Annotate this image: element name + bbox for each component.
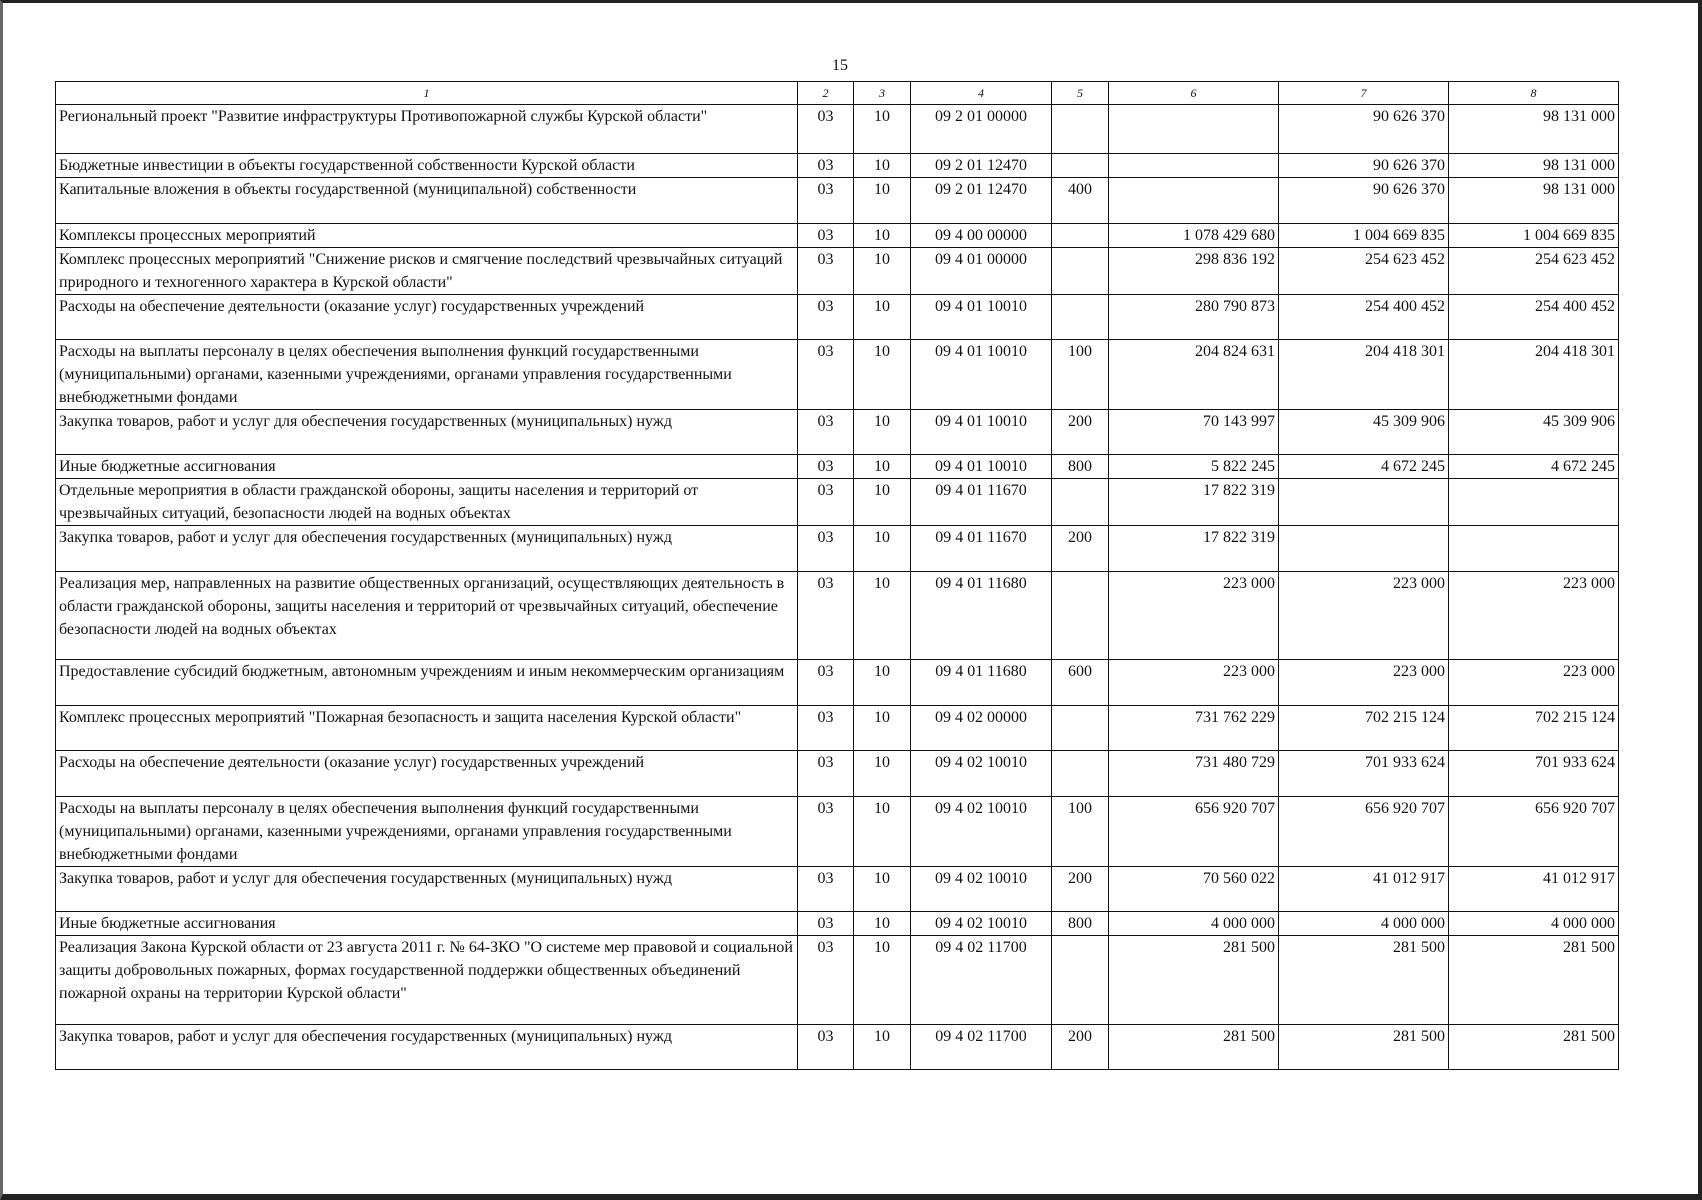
section-code: 03 [798, 572, 854, 660]
target-article-code: 09 4 02 00000 [911, 706, 1052, 751]
amount-col-8: 41 012 917 [1449, 867, 1619, 912]
expense-type-code [1052, 295, 1109, 340]
amount-col-6: 223 000 [1109, 572, 1279, 660]
target-article-code: 09 4 02 10010 [911, 751, 1052, 797]
expense-type-code: 600 [1052, 660, 1109, 706]
column-header: 5 [1052, 82, 1109, 105]
table-row [56, 154, 1619, 178]
table-row [56, 295, 1619, 340]
section-code: 03 [798, 248, 854, 295]
expense-type-code: 200 [1052, 867, 1109, 912]
amount-col-8: 702 215 124 [1449, 706, 1619, 751]
amount-col-8: 98 131 000 [1449, 154, 1619, 178]
amount-col-6: 656 920 707 [1109, 797, 1279, 867]
section-code: 03 [798, 479, 854, 526]
amount-col-8: 254 400 452 [1449, 295, 1619, 340]
table-row [56, 526, 1619, 572]
amount-col-7: 701 933 624 [1279, 751, 1449, 797]
section-code: 03 [798, 867, 854, 912]
expense-type-code [1052, 706, 1109, 751]
subsection-code: 10 [854, 706, 911, 751]
section-code: 03 [798, 936, 854, 1025]
table-row [56, 572, 1619, 660]
subsection-code: 10 [854, 660, 911, 706]
section-code: 03 [798, 526, 854, 572]
table-row [56, 660, 1619, 706]
expense-type-code [1052, 224, 1109, 248]
subsection-code: 10 [854, 526, 911, 572]
expense-type-code: 800 [1052, 455, 1109, 479]
section-code: 03 [798, 295, 854, 340]
target-article-code: 09 4 02 10010 [911, 867, 1052, 912]
subsection-code: 10 [854, 178, 911, 224]
subsection-code: 10 [854, 912, 911, 936]
table-row [56, 912, 1619, 936]
amount-col-6: 4 000 000 [1109, 912, 1279, 936]
amount-col-6: 281 500 [1109, 936, 1279, 1025]
subsection-code: 10 [854, 479, 911, 526]
expense-type-code [1052, 105, 1109, 154]
subsection-code: 10 [854, 751, 911, 797]
expense-type-code: 200 [1052, 1025, 1109, 1070]
amount-col-6: 281 500 [1109, 1025, 1279, 1070]
amount-col-7: 41 012 917 [1279, 867, 1449, 912]
amount-col-8 [1449, 526, 1619, 572]
table-row [56, 706, 1619, 751]
amount-col-7: 1 004 669 835 [1279, 224, 1449, 248]
expense-type-code [1052, 479, 1109, 526]
target-article-code: 09 4 01 11680 [911, 572, 1052, 660]
target-article-code: 09 2 01 00000 [911, 105, 1052, 154]
target-article-code: 09 2 01 12470 [911, 178, 1052, 224]
amount-col-6 [1109, 154, 1279, 178]
table-row [56, 340, 1619, 410]
target-article-code: 09 4 02 10010 [911, 912, 1052, 936]
section-code: 03 [798, 410, 854, 455]
column-number-header [56, 82, 1619, 105]
amount-col-7: 281 500 [1279, 1025, 1449, 1070]
amount-col-7: 4 672 245 [1279, 455, 1449, 479]
amount-col-6: 70 560 022 [1109, 867, 1279, 912]
section-code: 03 [798, 224, 854, 248]
table-row [56, 797, 1619, 867]
row-name: Реализация Закона Курской области от 23 августа 2011 г. № 64-ЗКО "О системе мер правовой и социальной защиты добровольных пожарных, формах государственной поддержки общественных объединений пожарной охраны на территории Курской области" [56, 936, 798, 1025]
row-name: Расходы на обеспечение деятельности (оказание услуг) государственных учреждений [56, 751, 798, 797]
subsection-code: 10 [854, 248, 911, 295]
column-header: 1 [56, 82, 798, 105]
table-row [56, 751, 1619, 797]
amount-col-6: 1 078 429 680 [1109, 224, 1279, 248]
amount-col-7: 90 626 370 [1279, 105, 1449, 154]
expense-type-code: 400 [1052, 178, 1109, 224]
subsection-code: 10 [854, 105, 911, 154]
target-article-code: 09 4 02 11700 [911, 936, 1052, 1025]
target-article-code: 09 4 01 11680 [911, 660, 1052, 706]
row-name: Иные бюджетные ассигнования [56, 455, 798, 479]
amount-col-6: 731 762 229 [1109, 706, 1279, 751]
column-header: 4 [911, 82, 1052, 105]
row-name: Отдельные мероприятия в области гражданской обороны, защиты населения и территорий от чрезвычайных ситуаций, безопасности людей на водных объектах [56, 479, 798, 526]
row-name: Капитальные вложения в объекты государственной (муниципальной) собственности [56, 178, 798, 224]
amount-col-7: 656 920 707 [1279, 797, 1449, 867]
subsection-code: 10 [854, 455, 911, 479]
subsection-code: 10 [854, 797, 911, 867]
amount-col-6: 70 143 997 [1109, 410, 1279, 455]
row-name: Закупка товаров, работ и услуг для обеспечения государственных (муниципальных) нужд [56, 867, 798, 912]
table-row [56, 248, 1619, 295]
row-name: Иные бюджетные ассигнования [56, 912, 798, 936]
amount-col-7: 204 418 301 [1279, 340, 1449, 410]
target-article-code: 09 2 01 12470 [911, 154, 1052, 178]
expense-type-code [1052, 751, 1109, 797]
amount-col-6: 731 480 729 [1109, 751, 1279, 797]
expense-type-code [1052, 936, 1109, 1025]
section-code: 03 [798, 912, 854, 936]
row-name: Комплекс процессных мероприятий "Снижение рисков и смягчение последствий чрезвычайных ситуаций природного и техногенного характера в Курской области" [56, 248, 798, 295]
expense-type-code: 100 [1052, 797, 1109, 867]
table-row [56, 410, 1619, 455]
column-header: 7 [1279, 82, 1449, 105]
subsection-code: 10 [854, 572, 911, 660]
amount-col-7: 223 000 [1279, 572, 1449, 660]
amount-col-8: 701 933 624 [1449, 751, 1619, 797]
section-code: 03 [798, 1025, 854, 1070]
amount-col-8: 4 672 245 [1449, 455, 1619, 479]
amount-col-8: 254 623 452 [1449, 248, 1619, 295]
target-article-code: 09 4 00 00000 [911, 224, 1052, 248]
column-header: 8 [1449, 82, 1619, 105]
target-article-code: 09 4 01 00000 [911, 248, 1052, 295]
amount-col-6 [1109, 178, 1279, 224]
expense-type-code [1052, 154, 1109, 178]
subsection-code: 10 [854, 867, 911, 912]
table-row [56, 224, 1619, 248]
section-code: 03 [798, 105, 854, 154]
amount-col-7: 4 000 000 [1279, 912, 1449, 936]
amount-col-6: 5 822 245 [1109, 455, 1279, 479]
amount-col-6: 17 822 319 [1109, 526, 1279, 572]
table-row [56, 936, 1619, 1025]
amount-col-7: 45 309 906 [1279, 410, 1449, 455]
amount-col-7: 90 626 370 [1279, 154, 1449, 178]
budget-table [55, 81, 1619, 1070]
amount-col-6: 17 822 319 [1109, 479, 1279, 526]
row-name: Региональный проект "Развитие инфраструктуры Противопожарной службы Курской области" [56, 105, 798, 154]
amount-col-7: 702 215 124 [1279, 706, 1449, 751]
expense-type-code: 100 [1052, 340, 1109, 410]
amount-col-7 [1279, 479, 1449, 526]
amount-col-8: 281 500 [1449, 1025, 1619, 1070]
row-name: Расходы на обеспечение деятельности (оказание услуг) государственных учреждений [56, 295, 798, 340]
amount-col-8: 98 131 000 [1449, 105, 1619, 154]
expense-type-code: 200 [1052, 410, 1109, 455]
row-name: Бюджетные инвестиции в объекты государственной собственности Курской области [56, 154, 798, 178]
subsection-code: 10 [854, 295, 911, 340]
row-name: Комплекс процессных мероприятий "Пожарная безопасность и защита населения Курской области" [56, 706, 798, 751]
amount-col-8: 98 131 000 [1449, 178, 1619, 224]
section-code: 03 [798, 178, 854, 224]
amount-col-7: 254 623 452 [1279, 248, 1449, 295]
amount-col-8: 281 500 [1449, 936, 1619, 1025]
amount-col-6: 223 000 [1109, 660, 1279, 706]
target-article-code: 09 4 01 10010 [911, 340, 1052, 410]
amount-col-8: 656 920 707 [1449, 797, 1619, 867]
amount-col-6: 204 824 631 [1109, 340, 1279, 410]
section-code: 03 [798, 751, 854, 797]
target-article-code: 09 4 01 10010 [911, 295, 1052, 340]
table-row [56, 1025, 1619, 1070]
column-header: 2 [798, 82, 854, 105]
amount-col-8: 204 418 301 [1449, 340, 1619, 410]
amount-col-8: 45 309 906 [1449, 410, 1619, 455]
subsection-code: 10 [854, 224, 911, 248]
amount-col-7: 254 400 452 [1279, 295, 1449, 340]
amount-col-8: 4 000 000 [1449, 912, 1619, 936]
page-number: 15 [832, 57, 848, 74]
row-name: Закупка товаров, работ и услуг для обеспечения государственных (муниципальных) нужд [56, 526, 798, 572]
amount-col-8: 1 004 669 835 [1449, 224, 1619, 248]
target-article-code: 09 4 01 10010 [911, 410, 1052, 455]
target-article-code: 09 4 01 11670 [911, 526, 1052, 572]
amount-col-7: 90 626 370 [1279, 178, 1449, 224]
section-code: 03 [798, 797, 854, 867]
row-name: Предоставление субсидий бюджетным, автономным учреждениям и иным некоммерческим организациям [56, 660, 798, 706]
section-code: 03 [798, 706, 854, 751]
subsection-code: 10 [854, 154, 911, 178]
subsection-code: 10 [854, 340, 911, 410]
row-name: Комплексы процессных мероприятий [56, 224, 798, 248]
table-row [56, 105, 1619, 154]
row-name: Расходы на выплаты персоналу в целях обеспечения выполнения функций государственными (муниципальными) органами, казенными учреждениями, органами управления государственными внебюджетными фондами [56, 340, 798, 410]
table-row [56, 479, 1619, 526]
table-row [56, 455, 1619, 479]
amount-col-8 [1449, 479, 1619, 526]
row-name: Реализация мер, направленных на развитие общественных организаций, осуществляющих деятельность в области гражданской обороны, защиты населения и территорий от чрезвычайных ситуаций, обеспечение безопасности людей на водных объектах [56, 572, 798, 660]
row-name: Расходы на выплаты персоналу в целях обеспечения выполнения функций государственными (муниципальными) органами, казенными учреждениями, органами управления государственными внебюджетными фондами [56, 797, 798, 867]
section-code: 03 [798, 660, 854, 706]
amount-col-6: 280 790 873 [1109, 295, 1279, 340]
column-header: 3 [854, 82, 911, 105]
amount-col-6 [1109, 105, 1279, 154]
table-row [56, 178, 1619, 224]
target-article-code: 09 4 02 10010 [911, 797, 1052, 867]
amount-col-8: 223 000 [1449, 660, 1619, 706]
expense-type-code [1052, 572, 1109, 660]
amount-col-7 [1279, 526, 1449, 572]
section-code: 03 [798, 154, 854, 178]
amount-col-6: 298 836 192 [1109, 248, 1279, 295]
amount-col-7: 281 500 [1279, 936, 1449, 1025]
column-header: 6 [1109, 82, 1279, 105]
subsection-code: 10 [854, 410, 911, 455]
subsection-code: 10 [854, 936, 911, 1025]
amount-col-7: 223 000 [1279, 660, 1449, 706]
target-article-code: 09 4 01 11670 [911, 479, 1052, 526]
expense-type-code: 200 [1052, 526, 1109, 572]
expense-type-code [1052, 248, 1109, 295]
target-article-code: 09 4 02 11700 [911, 1025, 1052, 1070]
amount-col-8: 223 000 [1449, 572, 1619, 660]
row-name: Закупка товаров, работ и услуг для обеспечения государственных (муниципальных) нужд [56, 1025, 798, 1070]
expense-type-code: 800 [1052, 912, 1109, 936]
subsection-code: 10 [854, 1025, 911, 1070]
section-code: 03 [798, 455, 854, 479]
row-name: Закупка товаров, работ и услуг для обеспечения государственных (муниципальных) нужд [56, 410, 798, 455]
table-row [56, 867, 1619, 912]
target-article-code: 09 4 01 10010 [911, 455, 1052, 479]
section-code: 03 [798, 340, 854, 410]
